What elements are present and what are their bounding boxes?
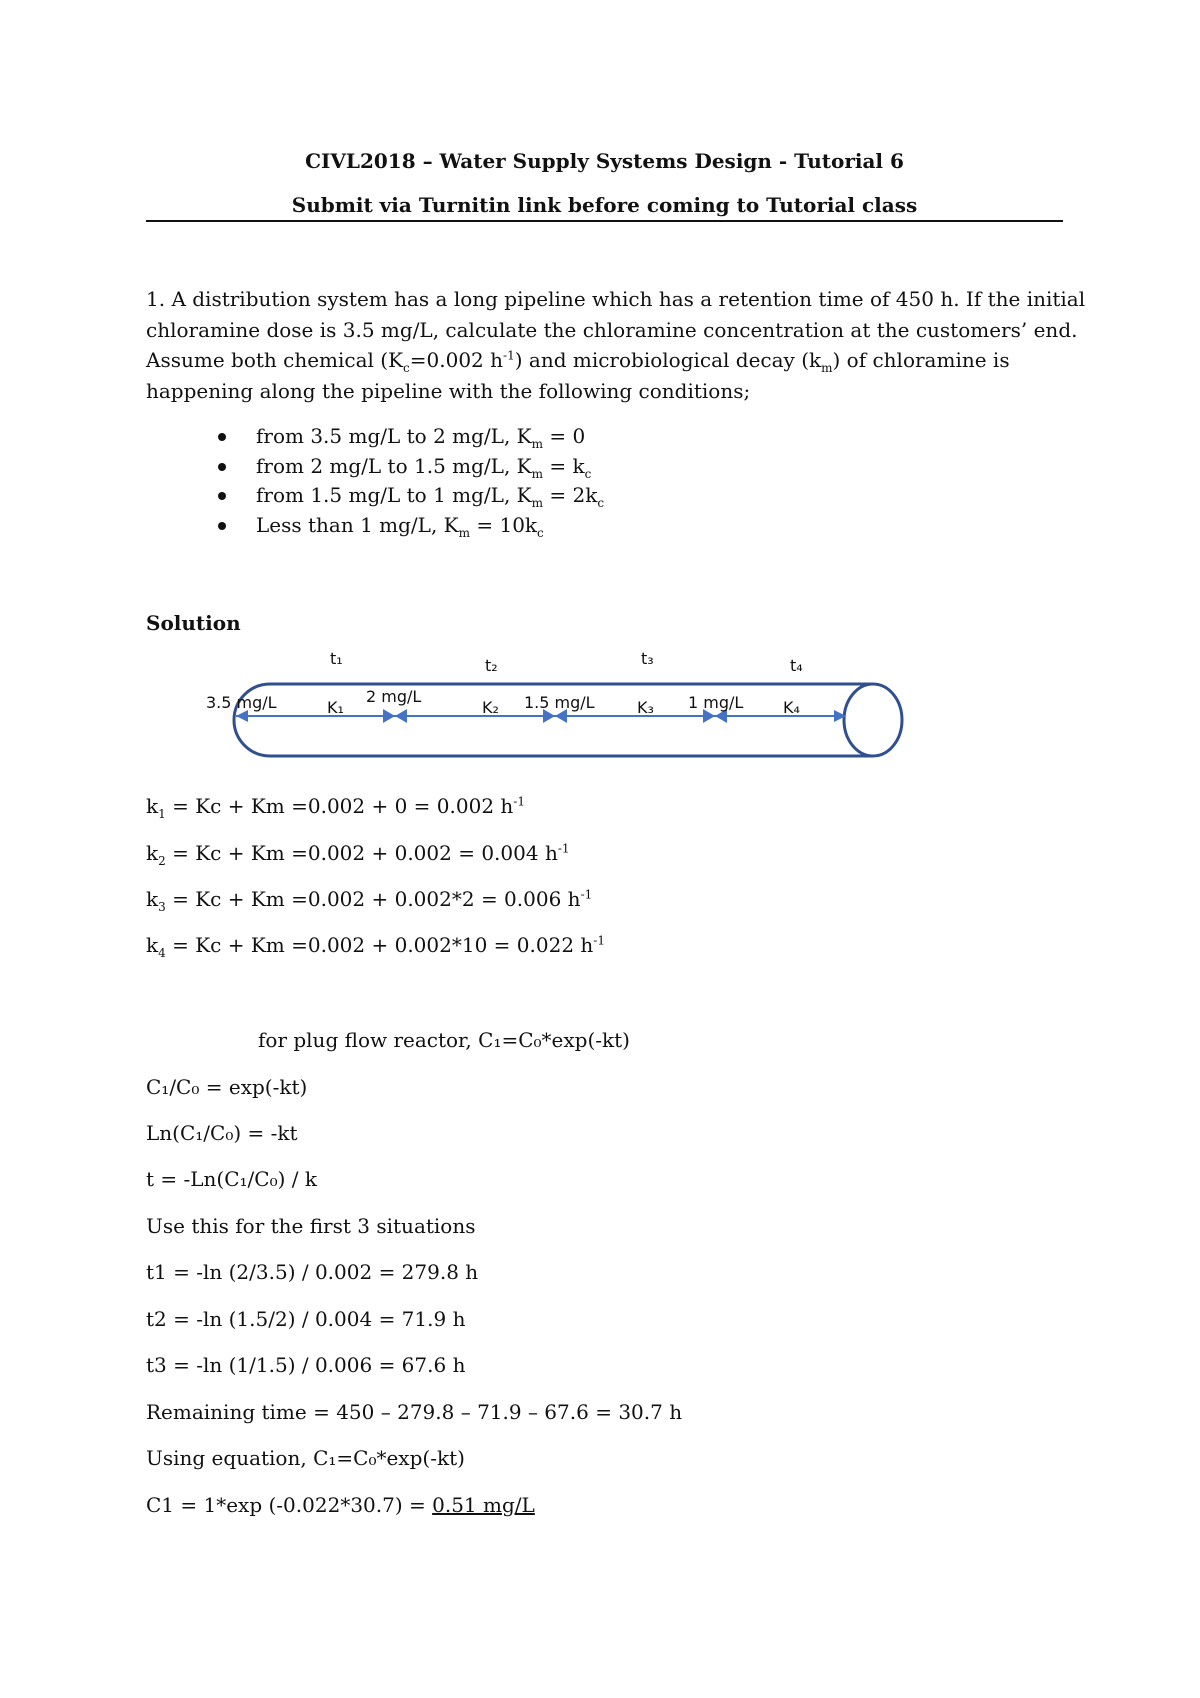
plug-flow-line: for plug flow reactor, C₁=C₀*exp(-kt): [258, 1028, 630, 1052]
concentration-label: 2 mg/L: [366, 687, 422, 706]
arrowhead: [395, 709, 407, 723]
solution-heading: Solution: [146, 611, 241, 635]
time-calc-line: t3 = -ln (1/1.5) / 0.006 = 67.6 h: [146, 1353, 466, 1377]
rate-label: K₃: [637, 698, 654, 717]
derivation-line: C₁/C₀ = exp(-kt): [146, 1075, 308, 1099]
question-line: Assume both chemical ($K_c=0.002$ $h^{-1}$) and microbiological decay $(k_m)$ of chloramine is: [146, 348, 1010, 375]
question-line: 1. A distribution system has a long pipeline which has a retention time of 450 h. If the initial: [146, 287, 1086, 311]
derivation-line: t = -Ln(C₁/C₀) / k: [146, 1167, 317, 1191]
time-label: t₃: [641, 649, 654, 668]
arrowhead: [383, 709, 395, 723]
condition-item: Less than 1 mg/L, $K_m = 10k_c$: [146, 511, 946, 541]
time-calc-line: t2 = -ln (1.5/2) / 0.004 = 71.9 h: [146, 1307, 466, 1331]
remaining-time-line: Remaining time = 450 – 279.8 – 71.9 – 67.6 = 30.7 h: [146, 1400, 683, 1424]
time-label: t₄: [790, 656, 803, 675]
pipeline-diagram: [0, 0, 1200, 780]
final-answer: 0.51 mg/L: [432, 1493, 535, 1517]
derivation-line: Using equation, C₁=C₀*exp(-kt): [146, 1446, 465, 1470]
rate-label: K₄: [783, 698, 800, 717]
time-label: t₂: [485, 656, 498, 675]
rate-label: K₂: [482, 698, 499, 717]
rate-equation: $k_2 = Kc + Km =0.002 + 0.002 = 0.004$ $h^{-1}$: [146, 841, 570, 868]
rate-equation: $k_4 = Kc + Km =0.002 + 0.002*10 = 0.022$ $h^{-1}$: [146, 933, 605, 960]
time-label: t₁: [330, 649, 343, 668]
pipe-end: [844, 684, 902, 756]
document-title: CIVL2018 – Water Supply Systems Design - Tutorial 6: [305, 149, 904, 173]
derivation-line: Ln(C₁/C₀) = -kt: [146, 1121, 298, 1145]
concentration-label: 1 mg/L: [688, 693, 744, 712]
derivation-line: Use this for the first 3 situations: [146, 1214, 476, 1238]
final-answer-line: C1 = 1*exp (-0.022*30.7) = 0.51 mg/L: [146, 1493, 535, 1517]
time-calc-line: t1 = -ln (2/3.5) / 0.002 = 279.8 h: [146, 1260, 479, 1284]
condition-item: from 1.5 mg/L to 1 mg/L, $K_m = 2k_c$: [146, 481, 946, 511]
rate-label: K₁: [327, 698, 344, 717]
concentration-label: 3.5 mg/L: [206, 693, 277, 712]
rate-equation: $k_3 = Kc + Km =0.002 + 0.002*2 = 0.006$ $h^{-1}$: [146, 887, 593, 914]
concentration-label: 1.5 mg/L: [524, 693, 595, 712]
condition-item: from 2 mg/L to 1.5 mg/L, $K_m = k_c$: [146, 452, 946, 482]
condition-item: from 3.5 mg/L to 2 mg/L, $K_m = 0$: [146, 422, 946, 452]
rate-equation: $k_1 = Kc + Km =0.002 + 0 = 0.002$ $h^{-1}$: [146, 794, 525, 821]
question-line: chloramine dose is 3.5 mg/L, calculate the chloramine concentration at the customers’ end.: [146, 317, 1078, 342]
question-line: happening along the pipeline with the following conditions;: [146, 378, 751, 403]
document-subtitle: Submit via Turnitin link before coming to Tutorial class: [291, 193, 918, 217]
